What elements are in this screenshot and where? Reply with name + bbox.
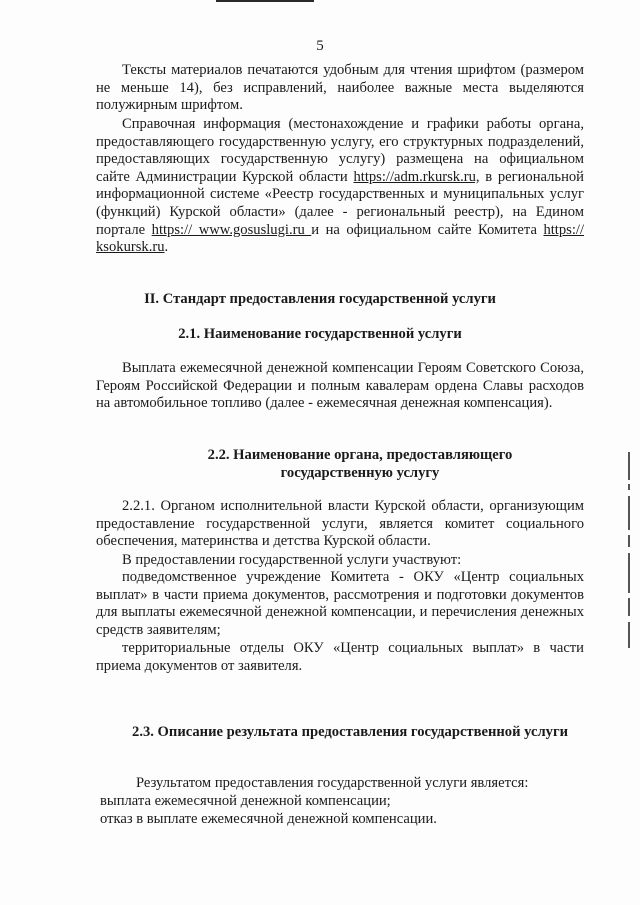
reference-info-text-3: и на официальном сайте Комитета [311, 221, 544, 238]
section-2-2-title-line-1: 2.2. Наименование органа, предоставляющего [207, 447, 513, 463]
reference-info-text-1: Справочная информация (местонахождение и графики работы органа, предоставляющего государственную услугу, его структурных подразделений, предоставляющих государственную услугу) размещена на официальном сайте Администрации Курской области [96, 116, 584, 185]
participant-item-territorial: территориальные отделы ОКУ «Центр социальных выплат» в части приема документов от заявителя. [96, 640, 584, 674]
section-2-2-title-line-2: государственную услугу [280, 465, 440, 481]
link-gosuslugi[interactable]: https:// www.gosuslugi.ru [151, 221, 312, 238]
participant-item-csv: подведомственное учреждение Комитета - ОКУ «Центр социальных выплат» в части приема документов, рассмотрения и подготовки документов для выплаты ежемесячной денежной компенсации, и перечисления денежных средств заявителям; [96, 569, 584, 638]
margin-scan-mark [625, 452, 632, 662]
top-edge-line [216, 0, 314, 2]
intro-paragraph-fonts: Тексты материалов печатаются удобным для чтения шрифтом (размером не меньше 14), без исправлений, наиболее важные места выделяются полужирным шрифтом. [96, 62, 584, 114]
reference-info-text-4: . [164, 239, 169, 256]
page-number: 5 [316, 38, 324, 54]
link-adm-rkursk[interactable]: https://adm.rkursk.ru, [353, 168, 480, 185]
participants-intro: В предоставлении государственной услуги участвуют: [122, 552, 462, 568]
section-2-1-text: Выплата ежемесячной денежной компенсации Героям Советского Союза, Героям Российской Федерации и полным кавалерам ордена Славы расходов на автомобильное топливо (далее - ежемесячная денежная компенсация). [96, 360, 584, 412]
result-item-refusal: отказ в выплате ежемесячной денежной компенсации. [100, 811, 437, 827]
section-2-title: II. Стандарт предоставления государственной услуги [144, 291, 496, 307]
section-2-3-intro: Результатом предоставления государственной услуги является: [136, 775, 529, 791]
section-2-1-title: 2.1. Наименование государственной услуги [178, 326, 462, 342]
section-2-2-title [40, 446, 640, 482]
section-2-3-title: 2.3. Описание результата предоставления государственной услуги [132, 724, 568, 740]
result-item-payment: выплата ежемесячной денежной компенсации; [100, 793, 391, 809]
section-2-2-1-text: 2.2.1. Органом исполнительной власти Курской области, организующим предоставление государственной услуги, является комитет социального обеспечения, материнства и детства Курской области. [96, 498, 584, 550]
reference-info-text-2: в региональной информационной системе «Реестр государственных и муниципальных услуг (функций) Курской области» (далее - региональный реестр), на Едином портале [96, 168, 584, 238]
link-ksokursk[interactable]: https:// ksokursk.ru [96, 221, 584, 256]
intro-paragraph-reference-info [96, 116, 584, 257]
